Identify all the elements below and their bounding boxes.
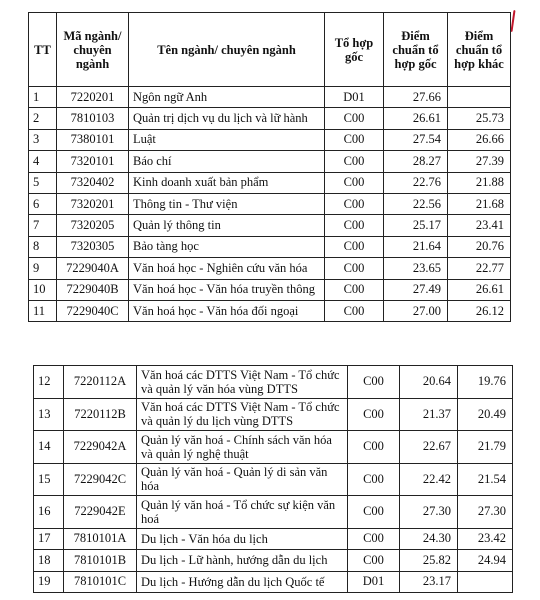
table-row — [34, 550, 513, 572]
cell-combo: C00 — [348, 431, 400, 464]
cell-score-base: 28.27 — [384, 151, 448, 172]
cell-code: 7229040A — [57, 258, 129, 279]
table-row — [29, 300, 511, 321]
header-name: Tên ngành/ chuyên ngành — [129, 13, 325, 87]
cell-combo: C00 — [325, 129, 384, 150]
header-score-base: Điểm chuẩn tổ hợp gốc — [384, 13, 448, 87]
table-row — [29, 215, 511, 236]
cell-combo: C00 — [325, 258, 384, 279]
table-row — [34, 571, 513, 593]
cell-combo: C00 — [325, 236, 384, 257]
cell-tt: 5 — [29, 172, 57, 193]
table-header-row — [29, 13, 511, 87]
cell-combo: C00 — [348, 550, 400, 572]
cell-score-base: 27.66 — [384, 87, 448, 108]
cell-tt: 9 — [29, 258, 57, 279]
cell-tt: 3 — [29, 129, 57, 150]
header-score-other: Điểm chuẩn tổ hợp khác — [448, 13, 511, 87]
cell-tt: 15 — [34, 463, 64, 496]
header-code: Mã ngành/ chuyên ngành — [57, 13, 129, 87]
cell-combo: C00 — [348, 528, 400, 550]
cell-code: 7229042C — [64, 463, 137, 496]
table-row — [29, 108, 511, 129]
cell-combo: C00 — [348, 463, 400, 496]
cell-tt: 17 — [34, 528, 64, 550]
cell-name: Du lịch - Văn hóa du lịch — [137, 528, 348, 550]
cell-score-other: 24.94 — [458, 550, 513, 572]
cell-score-other: 23.42 — [458, 528, 513, 550]
cell-combo: C00 — [348, 366, 400, 399]
cell-score-other — [448, 87, 511, 108]
cell-code: 7320101 — [57, 151, 129, 172]
cell-tt: 16 — [34, 496, 64, 529]
cell-code: 7320402 — [57, 172, 129, 193]
cell-name: Báo chí — [129, 151, 325, 172]
cell-score-other: 26.66 — [448, 129, 511, 150]
cell-tt: 1 — [29, 87, 57, 108]
cell-score-base: 25.82 — [400, 550, 458, 572]
cell-score-other: 27.39 — [448, 151, 511, 172]
cell-name: Văn hoá các DTTS Việt Nam - Tổ chức và quản lý du lịch vùng DTTS — [137, 398, 348, 431]
cell-code: 7229040C — [57, 300, 129, 321]
table-row — [29, 151, 511, 172]
table-row — [34, 431, 513, 464]
cell-tt: 7 — [29, 215, 57, 236]
cell-score-other: 23.41 — [448, 215, 511, 236]
cell-name: Bảo tàng học — [129, 236, 325, 257]
cell-score-base: 26.61 — [384, 108, 448, 129]
cell-score-base: 27.00 — [384, 300, 448, 321]
cell-tt: 10 — [29, 279, 57, 300]
header-tt: TT — [29, 13, 57, 87]
cell-code: 7320201 — [57, 193, 129, 214]
table-row — [29, 258, 511, 279]
cell-code: 7220112A — [64, 366, 137, 399]
table-row — [29, 236, 511, 257]
table-row — [29, 129, 511, 150]
cell-combo: C00 — [325, 193, 384, 214]
cell-score-base: 21.64 — [384, 236, 448, 257]
cell-combo: C00 — [325, 300, 384, 321]
cell-score-base: 22.56 — [384, 193, 448, 214]
cell-score-other: 20.49 — [458, 398, 513, 431]
table-row — [29, 87, 511, 108]
cell-score-other: 19.76 — [458, 366, 513, 399]
cell-tt: 12 — [34, 366, 64, 399]
cell-score-base: 23.17 — [400, 571, 458, 593]
table-row — [34, 398, 513, 431]
cell-tt: 4 — [29, 151, 57, 172]
cell-combo: D01 — [325, 87, 384, 108]
table-row — [34, 496, 513, 529]
admission-scores-table-part-2 — [33, 365, 513, 593]
cell-score-other: 26.61 — [448, 279, 511, 300]
cell-code: 7229040B — [57, 279, 129, 300]
cell-name: Văn hoá học - Nghiên cứu văn hóa — [129, 258, 325, 279]
cell-name: Du lịch - Lữ hành, hướng dẫn du lịch — [137, 550, 348, 572]
cell-score-other: 21.54 — [458, 463, 513, 496]
cell-name: Quản lý văn hoá - Chính sách văn hóa và quản lý nghệ thuật — [137, 431, 348, 464]
cell-code: 7320305 — [57, 236, 129, 257]
cell-code: 7220201 — [57, 87, 129, 108]
table-row — [29, 172, 511, 193]
cell-score-other: 25.73 — [448, 108, 511, 129]
cell-combo: D01 — [348, 571, 400, 593]
cell-code: 7229042A — [64, 431, 137, 464]
cell-code: 7810101B — [64, 550, 137, 572]
cell-score-base: 24.30 — [400, 528, 458, 550]
cell-code: 7810103 — [57, 108, 129, 129]
cell-name: Ngôn ngữ Anh — [129, 87, 325, 108]
red-pen-mark — [510, 10, 515, 32]
cell-score-other: 26.12 — [448, 300, 511, 321]
cell-score-other: 21.79 — [458, 431, 513, 464]
cell-code: 7380101 — [57, 129, 129, 150]
cell-score-base: 22.67 — [400, 431, 458, 464]
cell-score-other: 21.88 — [448, 172, 511, 193]
cell-code: 7810101C — [64, 571, 137, 593]
cell-score-base: 20.64 — [400, 366, 458, 399]
cell-name: Văn hoá học - Văn hóa đối ngoại — [129, 300, 325, 321]
cell-name: Thông tin - Thư viện — [129, 193, 325, 214]
cell-name: Quản lý thông tin — [129, 215, 325, 236]
cell-code: 7810101A — [64, 528, 137, 550]
cell-score-other: 22.77 — [448, 258, 511, 279]
cell-score-base: 27.54 — [384, 129, 448, 150]
cell-name: Quản trị dịch vụ du lịch và lữ hành — [129, 108, 325, 129]
cell-combo: C00 — [348, 398, 400, 431]
table-row — [34, 366, 513, 399]
cell-name: Quản lý văn hoá - Tổ chức sự kiện văn hoá — [137, 496, 348, 529]
cell-tt: 13 — [34, 398, 64, 431]
cell-score-other: 20.76 — [448, 236, 511, 257]
cell-tt: 8 — [29, 236, 57, 257]
cell-score-base: 22.42 — [400, 463, 458, 496]
cell-name: Quản lý văn hoá - Quản lý di sản văn hóa — [137, 463, 348, 496]
cell-score-other: 27.30 — [458, 496, 513, 529]
cell-tt: 14 — [34, 431, 64, 464]
cell-combo: C00 — [325, 108, 384, 129]
cell-name: Văn hoá các DTTS Việt Nam - Tổ chức và quản lý văn hóa vùng DTTS — [137, 366, 348, 399]
cell-score-base: 25.17 — [384, 215, 448, 236]
table-row — [29, 193, 511, 214]
cell-code: 7220112B — [64, 398, 137, 431]
cell-tt: 2 — [29, 108, 57, 129]
cell-tt: 19 — [34, 571, 64, 593]
cell-name: Văn hoá học - Văn hóa truyền thông — [129, 279, 325, 300]
cell-tt: 6 — [29, 193, 57, 214]
table-row — [34, 528, 513, 550]
cell-combo: C00 — [325, 215, 384, 236]
cell-code: 7320205 — [57, 215, 129, 236]
cell-score-base: 21.37 — [400, 398, 458, 431]
admission-scores-table-part-1 — [28, 12, 511, 322]
table-row — [29, 279, 511, 300]
cell-name: Luật — [129, 129, 325, 150]
cell-tt: 18 — [34, 550, 64, 572]
cell-score-base: 27.30 — [400, 496, 458, 529]
cell-score-base: 27.49 — [384, 279, 448, 300]
cell-tt: 11 — [29, 300, 57, 321]
cell-name: Kinh doanh xuất bản phẩm — [129, 172, 325, 193]
table-row — [34, 463, 513, 496]
cell-score-other: 21.68 — [448, 193, 511, 214]
header-combo: Tổ hợp gốc — [325, 13, 384, 87]
cell-score-other — [458, 571, 513, 593]
cell-name: Du lịch - Hướng dẫn du lịch Quốc tế — [137, 571, 348, 593]
cell-code: 7229042E — [64, 496, 137, 529]
cell-combo: C00 — [348, 496, 400, 529]
cell-combo: C00 — [325, 151, 384, 172]
cell-score-base: 23.65 — [384, 258, 448, 279]
cell-combo: C00 — [325, 172, 384, 193]
cell-combo: C00 — [325, 279, 384, 300]
cell-score-base: 22.76 — [384, 172, 448, 193]
